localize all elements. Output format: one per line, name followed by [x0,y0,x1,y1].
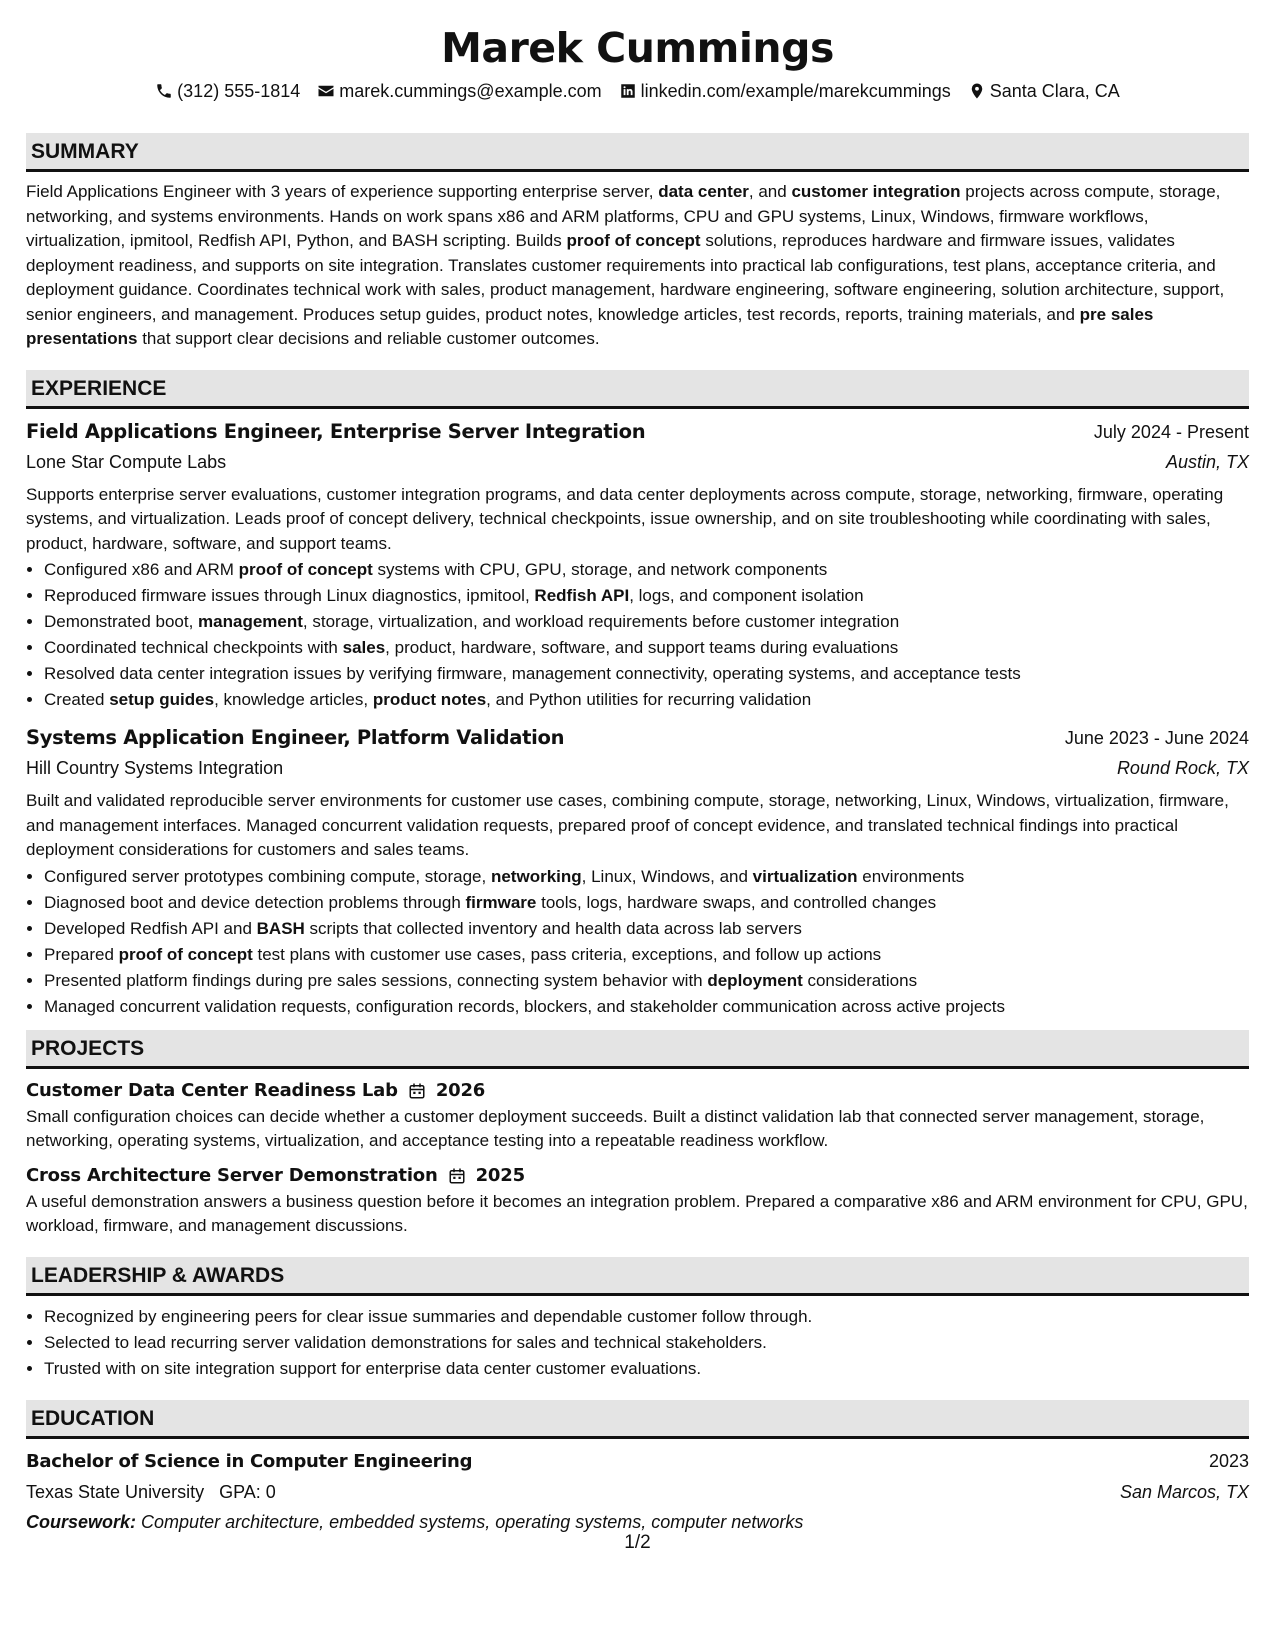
text-run: , logs, and component isolation [629,586,864,605]
job-bullets [26,557,1249,713]
coursework-label: Coursework: [26,1511,137,1532]
coursework-text: Computer architecture, embedded systems, operating systems, computer networks [141,1511,804,1532]
graduation-year: 2023 [1208,1450,1249,1471]
bullet-item [44,994,1249,1020]
bullet-item [44,687,1249,713]
bold-text: firmware [465,892,537,912]
bold-text: customer integration [791,182,961,201]
calendar-icon [448,1167,466,1185]
text-run: that support clear decisions and reliable customer outcomes. [137,329,600,348]
contact-bar [26,79,1249,103]
bold-text: proof of concept [238,560,373,579]
text-run: Created [44,690,110,709]
text-run: Reproduced firmware issues through Linux diagnostics, ipmitool, [44,586,535,605]
job-entry [26,417,1249,714]
list-item: • Trusted with on site integration support for enterprise data center customer evaluations. [44,1356,1249,1382]
bullet-item [44,968,1249,994]
text-run: Developed Redfish API and [44,918,257,938]
education-section [26,1400,1249,1537]
job-description: Built and validated reproducible server environments for customer use cases, combining compute, storage, networking, Linux, Windows, virtualization, firmware, and management interfaces. Managed concurrent validation requests, prepared proof of concept evidence, and translated technical findings into practical deployment considerations for customers and sales teams. [26,791,1229,859]
bullet-item [44,609,1249,635]
project-description: A useful demonstration answers a business question before it becomes an integration problem. Prepared a comparative x86 and ARM environment for CPU, GPU, workload, firmware, and management discussions. [26,1191,1248,1235]
projects-section [26,1030,1249,1239]
project-year: 2026 [435,1079,486,1101]
bold-text: pre sales presentations [26,304,1154,348]
job-bullets [26,864,1249,1020]
bullet-item [44,916,1249,942]
gpa: GPA: 0 [219,1481,276,1502]
project-description: Small configuration choices can decide whether a customer deployment succeeds. Built a distinct validation lab that connected server management, storage, networking, operating systems, virtualization, and acceptance testing into a repeatable readiness workflow. [26,1106,1205,1150]
contact-email[interactable] [317,79,601,103]
bold-text: product notes [372,690,487,709]
bold-text: proof of concept [566,231,701,250]
phone-icon [155,82,173,100]
job-title: Systems Application Engineer, Platform Validation [26,726,565,749]
section-heading: EXPERIENCE [26,370,1249,409]
job-description: Supports enterprise server evaluations, customer integration programs, and data center deployments across compute, storage, networking, firmware, operating systems, and virtualization. Leads proof of concept delivery, technical checkpoints, issue ownership, and on site troubleshooting while coordinating with sales, product, hardware, software, and support teams. [26,484,1224,553]
school-name: Texas State University [26,1481,205,1502]
project-entry [26,1162,1249,1239]
section-heading: EDUCATION [26,1400,1249,1439]
bullet-item [44,635,1249,661]
text-run: , and Python utilities for recurring validation [486,690,812,709]
bullet-item [44,557,1249,583]
summary-section [26,133,1249,352]
text-run: Configured x86 and ARM [44,560,239,579]
bullet-item [44,864,1249,890]
text-run: Managed concurrent validation requests, configuration records, blockers, and stakeholder communication across active projects [44,996,1005,1016]
text-run: solutions, reproduces hardware and firmware issues, validates deployment readiness, and supports on site integration. Translates customer requirements into practical lab configurations, test plans, acceptance criteria, and deployment guidance. Coordinates technical work with sales, product management, hardware engineering, software engineering, solution architecture, support, senior engineers, and management. Produces setup guides, product notes, knowledge articles, test records, reports, training materials, and [26,231,1225,324]
section-heading: PROJECTS [26,1030,1249,1069]
location-text: Santa Clara, CA [989,81,1120,101]
text-run: Configured server prototypes combining compute, storage, [44,866,491,886]
project-entry [26,1077,1249,1154]
project-title: Cross Architecture Server Demonstration [26,1164,438,1186]
section-heading: SUMMARY [26,133,1249,172]
contact-location [968,79,1120,103]
text-run: , Linux, Windows, and [581,866,753,886]
text-run: Field Applications Engineer with 3 years of experience supporting enterprise server, [26,182,659,201]
job-dates: June 2023 - June 2024 [1064,728,1249,748]
leadership-list [26,1304,1249,1382]
bold-text: setup guides [109,690,215,709]
list-item: • Selected to lead recurring server validation demonstrations for sales and technical stakeholders. [44,1330,1249,1356]
degree: Bachelor of Science in Computer Engineering [26,1450,473,1472]
leadership-section [26,1257,1249,1382]
text-run: considerations [802,970,918,990]
envelope-icon [317,82,335,100]
phone-text: (312) 555-1814 [177,81,301,101]
calendar-icon [408,1082,426,1100]
text-run: , knowledge articles, [214,690,373,709]
experience-section [26,370,1249,1020]
summary-text [26,180,1249,352]
text-run: Coordinated technical checkpoints with [44,638,343,657]
text-run: tools, logs, hardware swaps, and controlled changes [536,892,937,912]
contact-phone[interactable] [155,79,300,103]
bold-text: sales [342,638,386,657]
job-company: Hill Country Systems Integration [26,758,284,778]
job-location: Austin, TX [1165,451,1249,472]
bold-text: BASH [256,918,305,938]
text-run: , and [748,182,792,201]
project-title: Customer Data Center Readiness Lab [26,1079,398,1101]
bold-text: management [198,612,303,631]
text-run: projects across compute, storage, networking, and systems environments. Hands on work spans x86 and ARM platforms, CPU and GPU systems, Linux, Windows, firmware workflows, virtualization, ipmitool, Redfish API, Python, and BASH scripting. Builds [26,182,1221,250]
map-pin-icon [968,82,986,100]
bullet-item [44,890,1249,916]
bold-text: networking [490,866,582,886]
project-year: 2025 [475,1164,525,1186]
text-run: environments [857,866,965,886]
contact-linkedin[interactable] [619,79,951,103]
bullet-item [44,942,1249,968]
text-run: Diagnosed boot and device detection problems through [44,892,466,912]
text-run: Presented platform findings during pre sales sessions, connecting system behavior with [44,970,708,990]
bold-text: virtualization [752,866,858,886]
text-run: , product, hardware, software, and support teams during evaluations [385,638,899,657]
candidate-name: Marek Cummings [441,24,834,72]
bullet-item [44,661,1249,687]
bold-text: Redfish API [534,586,630,605]
bold-text: proof of concept [118,944,253,964]
text-run: test plans with customer use cases, pass criteria, exceptions, and follow up actions [252,944,882,964]
job-entry [26,723,1249,1020]
list-item: • Recognized by engineering peers for clear issue summaries and dependable customer follow through. [44,1304,1249,1330]
job-location: Round Rock, TX [1116,758,1249,778]
text-run: Resolved data center integration issues by verifying firmware, management connectivity, operating systems, and acceptance tests [44,664,1021,683]
text-run: systems with CPU, GPU, storage, and network components [372,560,828,579]
text-run: scripts that collected inventory and health data across lab servers [304,918,802,938]
bold-text: deployment [707,970,803,990]
job-company: Lone Star Compute Labs [26,451,227,472]
text-run: Prepared [44,944,119,964]
email-text: marek.cummings@example.com [339,81,602,101]
section-heading: LEADERSHIP & AWARDS [26,1257,1249,1296]
bullet-item [44,583,1249,609]
job-title: Field Applications Engineer, Enterprise Server Integration [26,419,646,443]
page-number: 1/2 [624,1532,651,1553]
linkedin-text: linkedin.com/example/marekcummings [640,81,951,101]
job-dates: July 2024 - Present [1093,421,1249,442]
text-run: , storage, virtualization, and workload requirements before customer integration [302,612,900,631]
bold-text: data center [658,182,749,201]
text-run: Demonstrated boot, [44,612,199,631]
linkedin-icon [619,82,637,100]
school-location: San Marcos, TX [1119,1481,1249,1502]
